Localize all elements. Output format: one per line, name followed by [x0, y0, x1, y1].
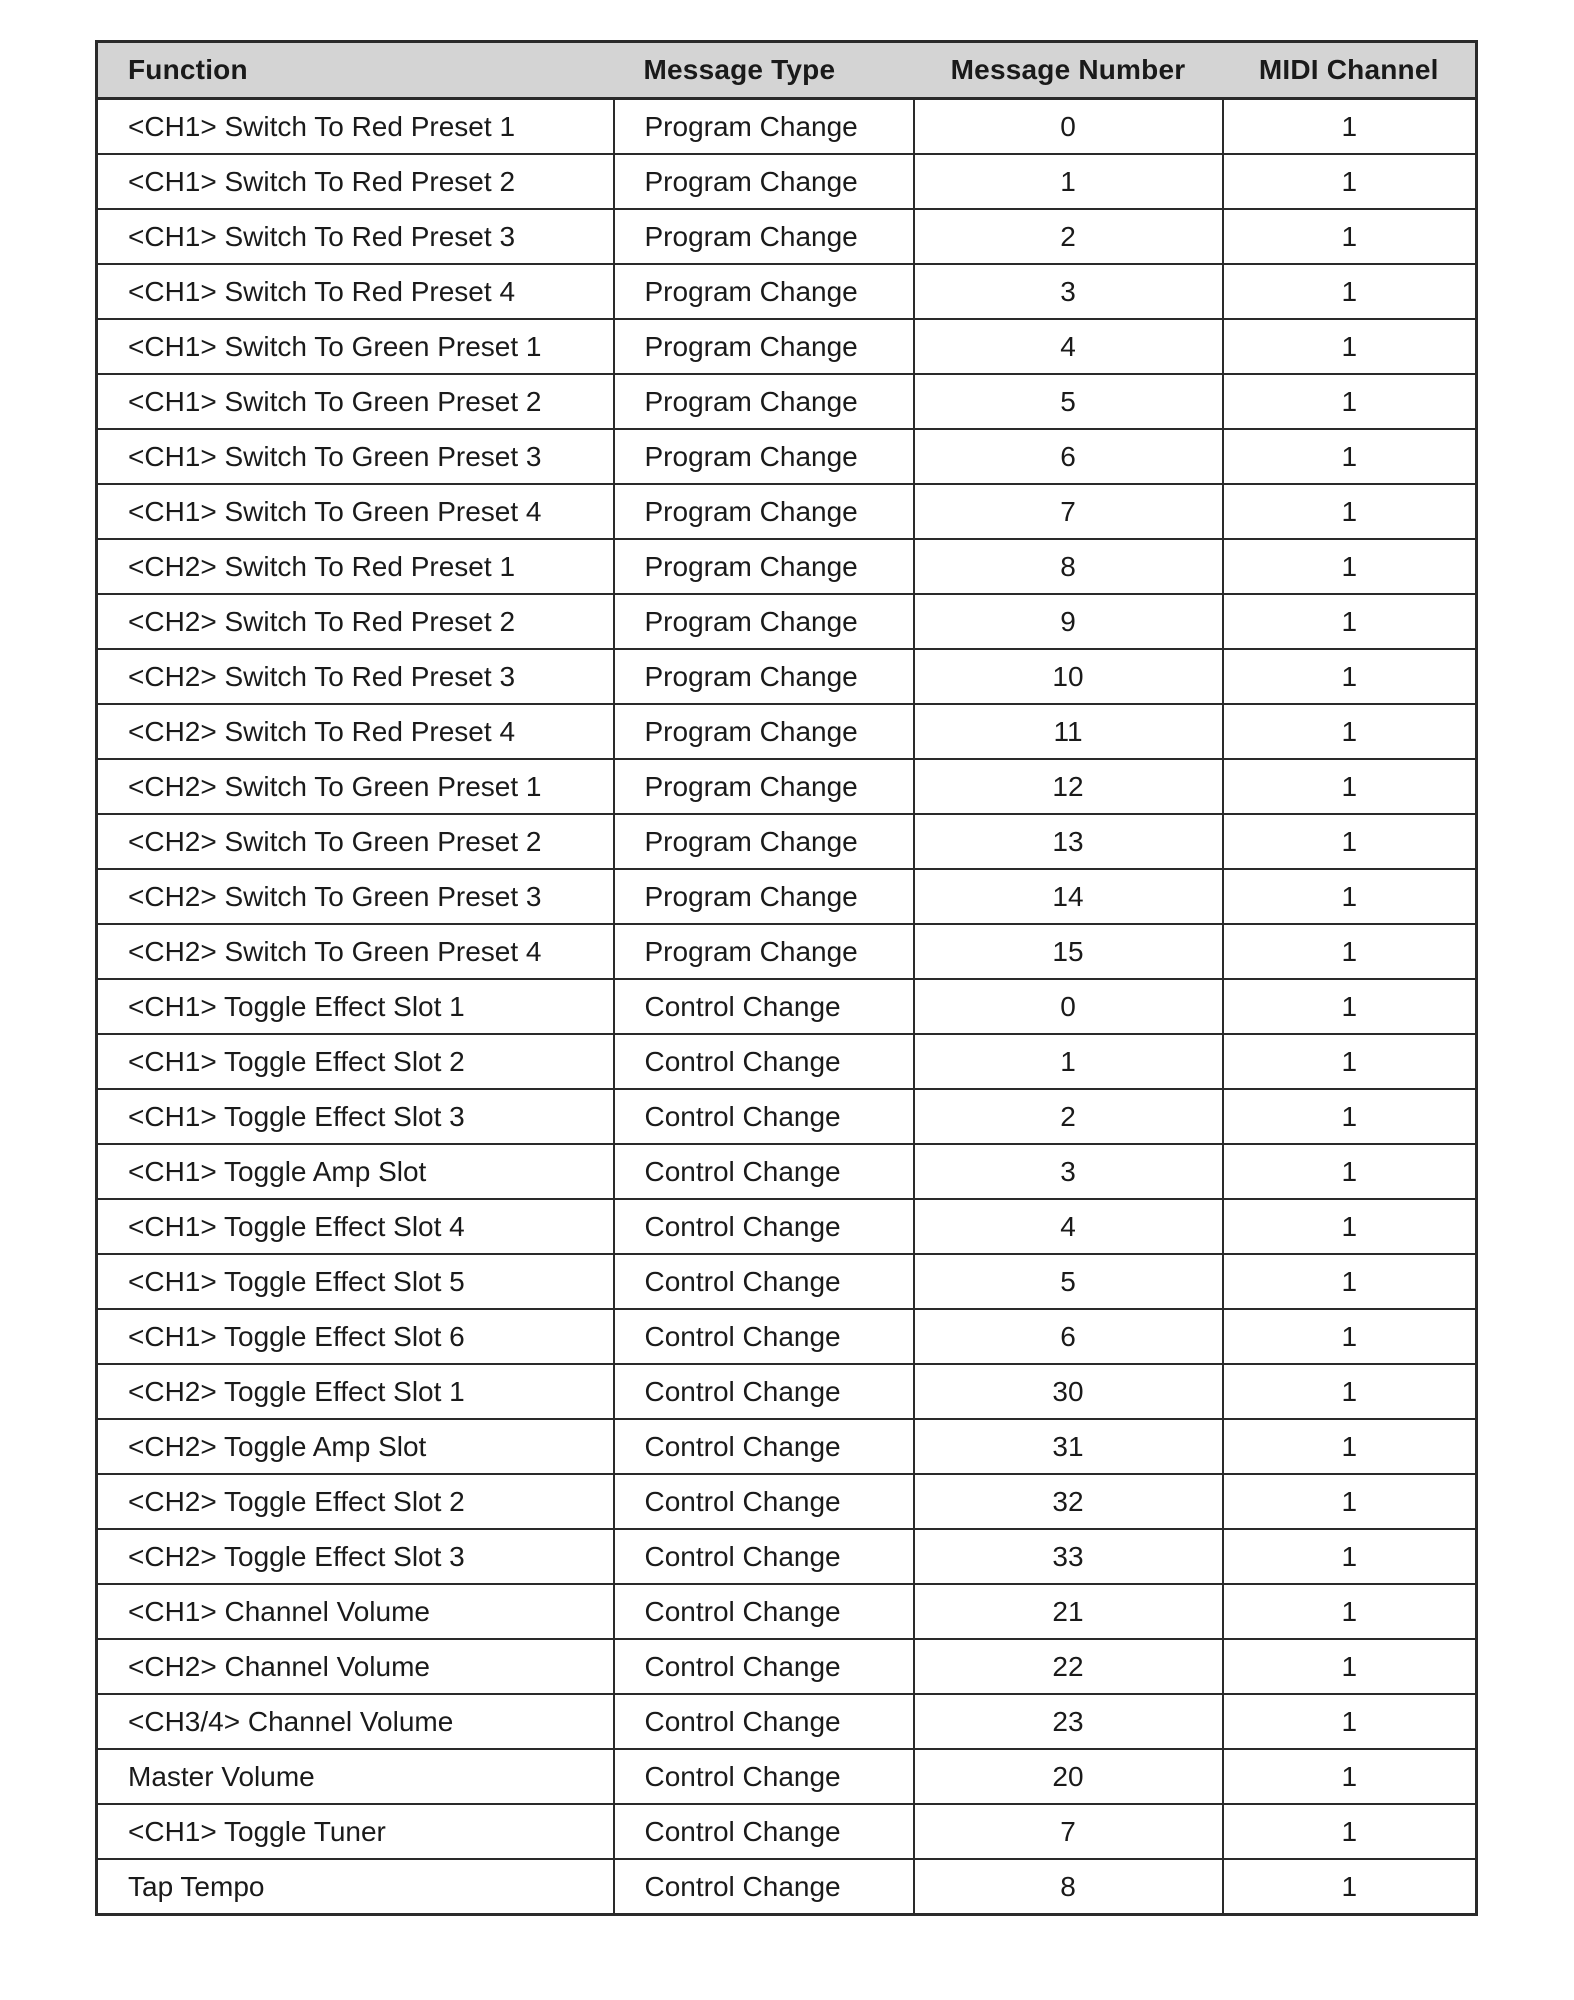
cell-function: <CH1> Switch To Green Preset 1: [97, 319, 614, 374]
table-row: [97, 924, 1477, 979]
cell-message-type: Control Change: [614, 1694, 914, 1749]
header-function: Function: [97, 42, 614, 99]
table-row: [97, 1694, 1477, 1749]
midi-mapping-table: [95, 40, 1478, 1916]
cell-midi-channel: 1: [1223, 759, 1477, 814]
cell-function: <CH1> Toggle Amp Slot: [97, 1144, 614, 1199]
cell-midi-channel: 1: [1223, 1529, 1477, 1584]
table-row: [97, 1364, 1477, 1419]
table-row: [97, 1144, 1477, 1199]
cell-message-type: Program Change: [614, 484, 914, 539]
table-row: [97, 649, 1477, 704]
cell-message-number: 3: [914, 1144, 1223, 1199]
table-row: [97, 319, 1477, 374]
table-row: [97, 1529, 1477, 1584]
cell-function: <CH1> Switch To Red Preset 2: [97, 154, 614, 209]
cell-function: <CH1> Switch To Red Preset 1: [97, 99, 614, 155]
cell-midi-channel: 1: [1223, 594, 1477, 649]
header-row: [97, 42, 1477, 99]
cell-midi-channel: 1: [1223, 209, 1477, 264]
cell-message-number: 1: [914, 1034, 1223, 1089]
cell-message-number: 22: [914, 1639, 1223, 1694]
cell-message-number: 31: [914, 1419, 1223, 1474]
cell-message-number: 33: [914, 1529, 1223, 1584]
cell-message-type: Control Change: [614, 1199, 914, 1254]
cell-message-number: 11: [914, 704, 1223, 759]
cell-message-type: Program Change: [614, 154, 914, 209]
table-row: [97, 759, 1477, 814]
cell-midi-channel: 1: [1223, 1364, 1477, 1419]
cell-message-number: 23: [914, 1694, 1223, 1749]
cell-midi-channel: 1: [1223, 429, 1477, 484]
cell-message-type: Control Change: [614, 1749, 914, 1804]
cell-function: <CH2> Switch To Red Preset 4: [97, 704, 614, 759]
cell-function: <CH2> Switch To Green Preset 2: [97, 814, 614, 869]
cell-message-type: Program Change: [614, 209, 914, 264]
cell-midi-channel: 1: [1223, 704, 1477, 759]
cell-midi-channel: 1: [1223, 539, 1477, 594]
cell-function: <CH2> Switch To Red Preset 3: [97, 649, 614, 704]
cell-midi-channel: 1: [1223, 374, 1477, 429]
cell-midi-channel: 1: [1223, 1694, 1477, 1749]
cell-message-type: Control Change: [614, 1529, 914, 1584]
table-row: [97, 264, 1477, 319]
table-row: [97, 1584, 1477, 1639]
cell-midi-channel: 1: [1223, 1199, 1477, 1254]
cell-message-type: Program Change: [614, 704, 914, 759]
cell-midi-channel: 1: [1223, 1584, 1477, 1639]
cell-message-type: Control Change: [614, 1034, 914, 1089]
cell-midi-channel: 1: [1223, 484, 1477, 539]
cell-message-number: 15: [914, 924, 1223, 979]
cell-midi-channel: 1: [1223, 649, 1477, 704]
table-row: [97, 1199, 1477, 1254]
cell-midi-channel: 1: [1223, 1639, 1477, 1694]
cell-message-type: Control Change: [614, 1089, 914, 1144]
cell-midi-channel: 1: [1223, 869, 1477, 924]
cell-message-number: 20: [914, 1749, 1223, 1804]
cell-message-type: Control Change: [614, 979, 914, 1034]
cell-function: <CH2> Switch To Green Preset 3: [97, 869, 614, 924]
cell-midi-channel: 1: [1223, 1089, 1477, 1144]
cell-message-number: 9: [914, 594, 1223, 649]
header-midi-channel: MIDI Channel: [1223, 42, 1477, 99]
cell-message-type: Control Change: [614, 1364, 914, 1419]
cell-midi-channel: 1: [1223, 924, 1477, 979]
cell-message-number: 4: [914, 319, 1223, 374]
cell-function: <CH2> Channel Volume: [97, 1639, 614, 1694]
table-row: [97, 1254, 1477, 1309]
cell-message-type: Control Change: [614, 1144, 914, 1199]
cell-message-type: Program Change: [614, 539, 914, 594]
cell-message-type: Control Change: [614, 1474, 914, 1529]
cell-midi-channel: 1: [1223, 979, 1477, 1034]
cell-message-number: 30: [914, 1364, 1223, 1419]
cell-midi-channel: 1: [1223, 814, 1477, 869]
cell-function: <CH1> Switch To Red Preset 3: [97, 209, 614, 264]
cell-function: <CH2> Switch To Red Preset 1: [97, 539, 614, 594]
cell-midi-channel: 1: [1223, 1804, 1477, 1859]
cell-message-number: 6: [914, 1309, 1223, 1364]
cell-midi-channel: 1: [1223, 1749, 1477, 1804]
cell-function: <CH1> Channel Volume: [97, 1584, 614, 1639]
cell-message-number: 7: [914, 1804, 1223, 1859]
table-row: [97, 209, 1477, 264]
cell-message-number: 14: [914, 869, 1223, 924]
table-row: [97, 1749, 1477, 1804]
cell-message-type: Control Change: [614, 1639, 914, 1694]
cell-message-number: 1: [914, 154, 1223, 209]
cell-function: <CH1> Toggle Tuner: [97, 1804, 614, 1859]
cell-message-number: 5: [914, 374, 1223, 429]
cell-message-number: 8: [914, 539, 1223, 594]
cell-function: <CH2> Switch To Green Preset 1: [97, 759, 614, 814]
cell-midi-channel: 1: [1223, 1859, 1477, 1915]
cell-message-number: 3: [914, 264, 1223, 319]
cell-midi-channel: 1: [1223, 99, 1477, 155]
cell-message-type: Program Change: [614, 319, 914, 374]
cell-midi-channel: 1: [1223, 1254, 1477, 1309]
cell-message-type: Program Change: [614, 924, 914, 979]
table-row: [97, 539, 1477, 594]
cell-midi-channel: 1: [1223, 154, 1477, 209]
header-message-number: Message Number: [914, 42, 1223, 99]
cell-message-type: Control Change: [614, 1254, 914, 1309]
cell-message-type: Control Change: [614, 1584, 914, 1639]
cell-message-type: Control Change: [614, 1859, 914, 1915]
cell-function: <CH2> Switch To Green Preset 4: [97, 924, 614, 979]
table-row: [97, 1804, 1477, 1859]
cell-message-type: Program Change: [614, 99, 914, 155]
cell-message-number: 4: [914, 1199, 1223, 1254]
midi-mapping-table-container: [95, 40, 1475, 1916]
table-row: [97, 1639, 1477, 1694]
cell-message-type: Control Change: [614, 1309, 914, 1364]
cell-midi-channel: 1: [1223, 264, 1477, 319]
cell-message-type: Control Change: [614, 1419, 914, 1474]
cell-function: <CH1> Toggle Effect Slot 4: [97, 1199, 614, 1254]
cell-midi-channel: 1: [1223, 1034, 1477, 1089]
cell-message-number: 6: [914, 429, 1223, 484]
cell-function: <CH2> Toggle Effect Slot 3: [97, 1529, 614, 1584]
cell-midi-channel: 1: [1223, 1474, 1477, 1529]
cell-function: <CH2> Toggle Amp Slot: [97, 1419, 614, 1474]
cell-message-number: 21: [914, 1584, 1223, 1639]
cell-message-number: 7: [914, 484, 1223, 539]
table-row: [97, 1034, 1477, 1089]
cell-function: <CH1> Switch To Green Preset 3: [97, 429, 614, 484]
cell-function: <CH1> Switch To Red Preset 4: [97, 264, 614, 319]
cell-midi-channel: 1: [1223, 1144, 1477, 1199]
cell-message-number: 12: [914, 759, 1223, 814]
cell-function: <CH3/4> Channel Volume: [97, 1694, 614, 1749]
cell-function: <CH1> Toggle Effect Slot 1: [97, 979, 614, 1034]
table-row: [97, 154, 1477, 209]
table-row: [97, 814, 1477, 869]
cell-function: <CH1> Toggle Effect Slot 3: [97, 1089, 614, 1144]
cell-function: <CH2> Toggle Effect Slot 1: [97, 1364, 614, 1419]
cell-message-number: 8: [914, 1859, 1223, 1915]
cell-message-type: Program Change: [614, 869, 914, 924]
cell-message-number: 10: [914, 649, 1223, 704]
cell-message-number: 5: [914, 1254, 1223, 1309]
cell-message-type: Program Change: [614, 264, 914, 319]
table-row: [97, 869, 1477, 924]
cell-message-number: 32: [914, 1474, 1223, 1529]
table-row: [97, 1309, 1477, 1364]
cell-function: <CH2> Switch To Red Preset 2: [97, 594, 614, 649]
table-row: [97, 1859, 1477, 1915]
table-body: [97, 99, 1477, 1915]
header-message-type: Message Type: [614, 42, 914, 99]
table-row: [97, 704, 1477, 759]
cell-message-type: Program Change: [614, 814, 914, 869]
table-row: [97, 1419, 1477, 1474]
cell-midi-channel: 1: [1223, 319, 1477, 374]
cell-message-type: Program Change: [614, 649, 914, 704]
table-row: [97, 484, 1477, 539]
cell-message-number: 13: [914, 814, 1223, 869]
table-row: [97, 1089, 1477, 1144]
cell-function: Master Volume: [97, 1749, 614, 1804]
cell-message-type: Program Change: [614, 374, 914, 429]
cell-message-number: 0: [914, 99, 1223, 155]
table-row: [97, 429, 1477, 484]
table-row: [97, 1474, 1477, 1529]
table-header: [97, 42, 1477, 99]
cell-message-number: 0: [914, 979, 1223, 1034]
cell-message-type: Program Change: [614, 594, 914, 649]
cell-function: <CH1> Toggle Effect Slot 2: [97, 1034, 614, 1089]
cell-function: <CH1> Switch To Green Preset 4: [97, 484, 614, 539]
cell-message-type: Control Change: [614, 1804, 914, 1859]
table-row: [97, 979, 1477, 1034]
table-row: [97, 99, 1477, 155]
table-row: [97, 374, 1477, 429]
cell-message-number: 2: [914, 209, 1223, 264]
cell-function: <CH1> Toggle Effect Slot 6: [97, 1309, 614, 1364]
table-row: [97, 594, 1477, 649]
cell-message-number: 2: [914, 1089, 1223, 1144]
cell-function: <CH1> Toggle Effect Slot 5: [97, 1254, 614, 1309]
cell-message-type: Program Change: [614, 429, 914, 484]
cell-midi-channel: 1: [1223, 1419, 1477, 1474]
cell-message-type: Program Change: [614, 759, 914, 814]
cell-midi-channel: 1: [1223, 1309, 1477, 1364]
cell-function: Tap Tempo: [97, 1859, 614, 1915]
cell-function: <CH1> Switch To Green Preset 2: [97, 374, 614, 429]
cell-function: <CH2> Toggle Effect Slot 2: [97, 1474, 614, 1529]
